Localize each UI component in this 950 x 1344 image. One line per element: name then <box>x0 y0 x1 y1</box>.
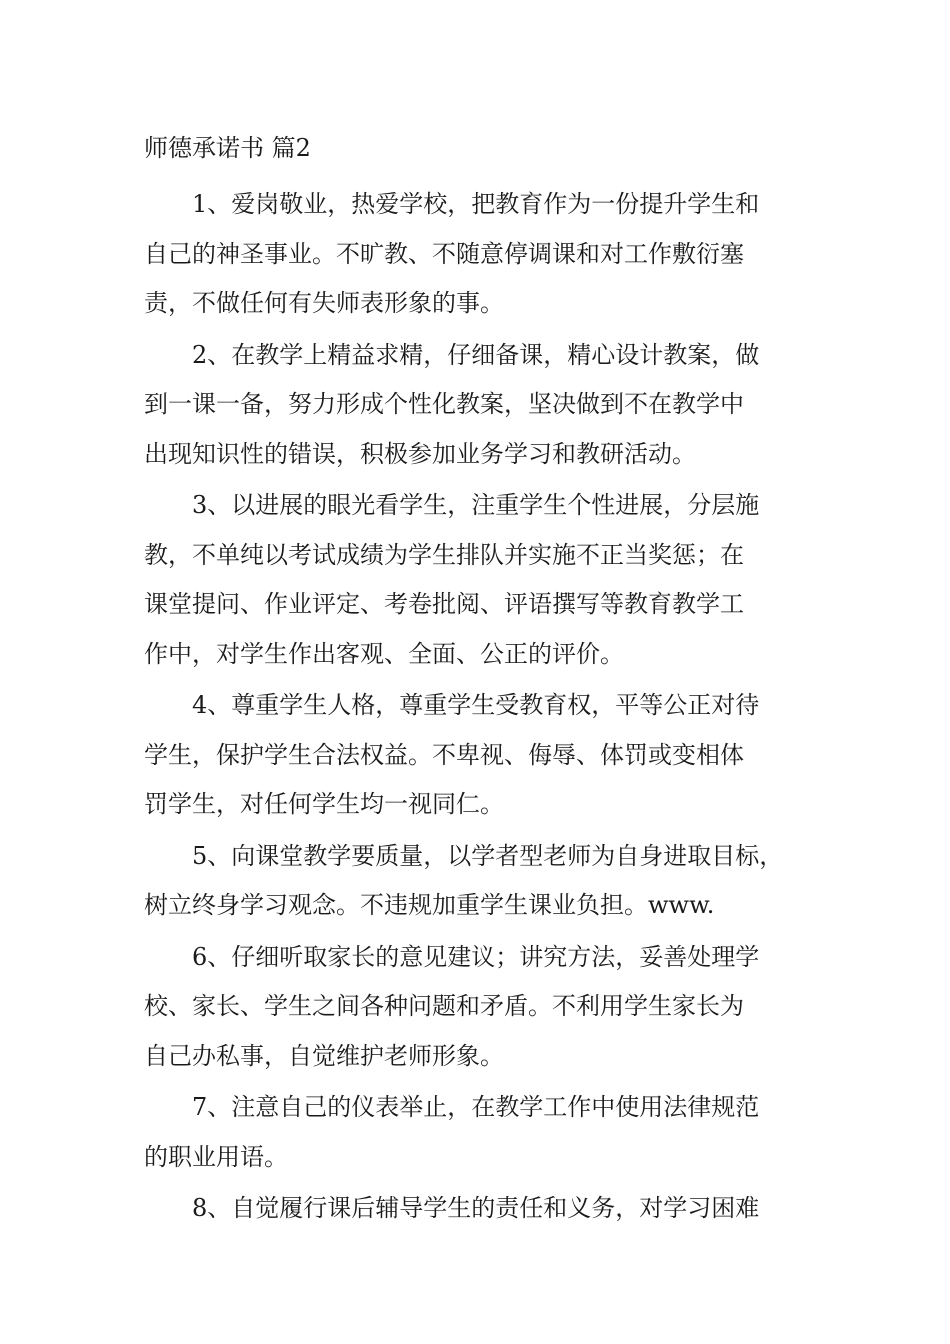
text-line: 树立终身学习观念。不违规加重学生课业负担。www. <box>144 891 715 919</box>
paragraph-3 <box>144 481 808 679</box>
document-title: 师德承诺书 篇2 <box>144 134 311 162</box>
text-line: 1、爱岗敬业，热爱学校，把教育作为一份提升学生和 <box>192 190 760 218</box>
text-line: 5、向课堂教学要质量，以学者型老师为自身进取目标， <box>192 841 784 870</box>
text-line: 4、尊重学生人格，尊重学生受教育权，平等公正对待 <box>192 691 760 719</box>
paragraph-4 <box>144 681 808 830</box>
text-line: 校、家长、学生之间各种问题和矛盾。不利用学生家长为 <box>144 992 744 1020</box>
text-line: 出现知识性的错误，积极参加业务学习和教研活动。 <box>144 439 696 468</box>
text-line: 教，不单纯以考试成绩为学生排队并实施不正当奖惩；在 <box>144 540 744 569</box>
text-line: 学生，保护学生合法权益。不卑视、侮辱、体罚或变相体 <box>144 740 744 769</box>
text-line: 课堂提问、作业评定、考卷批阅、评语撰写等教育教学工 <box>144 590 744 618</box>
text-line: 罚学生，对任何学生均一视同仁。 <box>144 790 504 818</box>
text-line: 自己办私事，自觉维护老师形象。 <box>144 1041 504 1070</box>
document-body <box>144 180 808 1236</box>
text-line: 7、注意自己的仪表举止，在教学工作中使用法律规范 <box>192 1093 760 1121</box>
text-line: 到一课一备，努力形成个性化教案，坚决做到不在教学中 <box>144 390 744 418</box>
text-line: 3、以进展的眼光看学生，注重学生个性进展，分层施 <box>192 491 760 519</box>
paragraph-2 <box>144 331 808 480</box>
paragraph-8 <box>144 1184 808 1234</box>
text-line: 6、仔细听取家长的意见建议；讲究方法，妥善处理学 <box>192 942 760 971</box>
text-line: 8、自觉履行课后辅导学生的责任和义务，对学习困难 <box>192 1194 760 1222</box>
paragraph-5 <box>144 832 808 931</box>
text-line: 的职业用语。 <box>144 1142 288 1171</box>
paragraph-7 <box>144 1083 808 1182</box>
paragraph-6 <box>144 933 808 1082</box>
text-line: 责，不做任何有失师表形象的事。 <box>144 289 504 317</box>
text-line: 自己的神圣事业。不旷教、不随意停调课和对工作敷衍塞 <box>144 239 744 268</box>
text-line: 作中，对学生作出客观、全面、公正的评价。 <box>144 639 624 668</box>
text-line: 2、在教学上精益求精，仔细备课，精心设计教案，做 <box>192 340 760 369</box>
paragraph-1 <box>144 180 808 329</box>
